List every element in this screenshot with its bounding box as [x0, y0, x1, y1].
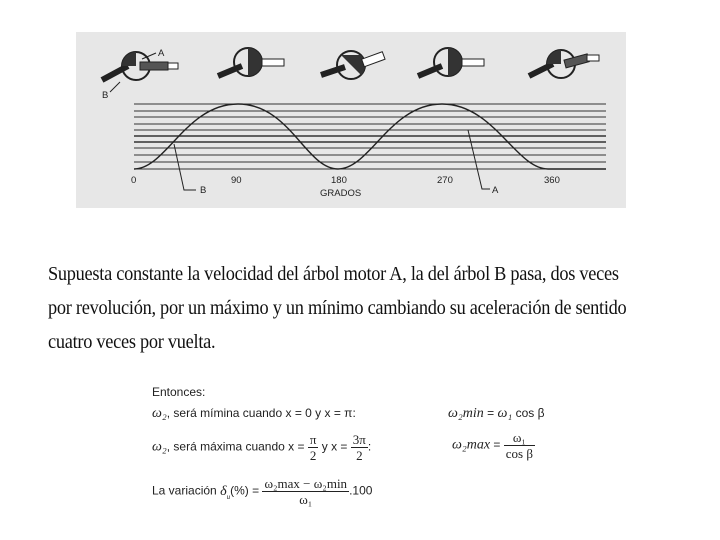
fraction-pi-over-2	[308, 432, 319, 463]
equals-sign-2: =	[493, 437, 501, 452]
omega2-symbol-2: ω₂	[152, 439, 167, 455]
omega2-symbol: ω₂	[152, 406, 167, 421]
cardan-joint-figure	[76, 32, 626, 208]
equals-sign-1: =	[487, 406, 495, 420]
paragraph-line-1: Supuesta constante la velocidad del árbol motor A, la del árbol B pasa, dos veces	[48, 264, 619, 285]
tick-0: 0	[131, 175, 137, 186]
colon: :	[367, 439, 372, 454]
tick-360: 360	[544, 175, 560, 186]
math-line-min	[152, 406, 356, 422]
tick-90: 90	[231, 175, 242, 186]
math-block	[152, 380, 592, 530]
curve-label-a: A	[492, 185, 499, 196]
result2-numerator: ω₁	[504, 430, 535, 446]
delta-symbol	[220, 484, 230, 499]
paragraph-line-3: cuatro veces por vuelta.	[48, 332, 216, 353]
delta-subscript: u	[226, 492, 231, 501]
omega2min-symbol: ω₂min	[448, 406, 484, 421]
paragraph-line-2: por revolución, por un máximo y un mínimo cambiando su aceleración de sentido	[48, 298, 627, 319]
frac2-numerator: 3π	[352, 432, 366, 447]
percent-equals: (%) =	[230, 483, 260, 498]
mechanism-sketch-5	[529, 50, 599, 78]
variation-denominator: ω₁	[299, 492, 313, 507]
times-100: .100	[349, 483, 373, 498]
curve-a-pointer	[468, 130, 490, 189]
math-line-min-result	[448, 406, 545, 422]
variation-label: La variación	[152, 483, 217, 498]
mechanism-sketch-1	[102, 52, 178, 80]
body-paragraph	[48, 258, 640, 360]
result2-denominator: cos β	[505, 446, 533, 461]
delta-letter: δ	[220, 483, 227, 499]
fraction-omega1-over-cosbeta	[504, 430, 535, 461]
frac1-numerator: π	[309, 432, 317, 447]
max-condition-text: , será máxima cuando x =	[166, 439, 305, 454]
omega1-symbol-1: ω₁	[497, 406, 513, 421]
axis-label: GRADOS	[320, 188, 362, 199]
curve-label-b: B	[200, 185, 207, 196]
variation-numerator: ω₂max − ω₂min	[264, 476, 348, 491]
frac2-denominator: 2	[356, 448, 363, 463]
label-b-top: B	[102, 90, 109, 101]
label-b-pointer	[110, 82, 120, 92]
cos-beta-1: cos β	[515, 406, 545, 420]
variation-fraction	[262, 476, 349, 507]
tick-270: 270	[437, 175, 453, 186]
mechanism-sketch-4	[418, 48, 484, 76]
curve-b-pointer	[174, 144, 196, 190]
math-line-max-result	[452, 430, 535, 461]
fraction-3pi-over-2	[351, 432, 368, 463]
math-line-max	[152, 432, 371, 463]
and-x-text: y x =	[321, 439, 348, 454]
tick-180: 180	[331, 175, 347, 186]
min-condition-text: , será mímina cuando x = 0 y x = π:	[166, 406, 356, 420]
math-line-variation	[152, 476, 372, 507]
math-intro: Entonces:	[152, 385, 206, 399]
frac1-denominator: 2	[309, 448, 317, 463]
omega2max-symbol: ω₂max	[452, 437, 491, 453]
mechanism-sketch-2	[218, 48, 284, 76]
label-a-top: A	[158, 48, 165, 59]
mechanism-sketch-3	[321, 51, 385, 79]
figure-svg	[76, 32, 626, 208]
